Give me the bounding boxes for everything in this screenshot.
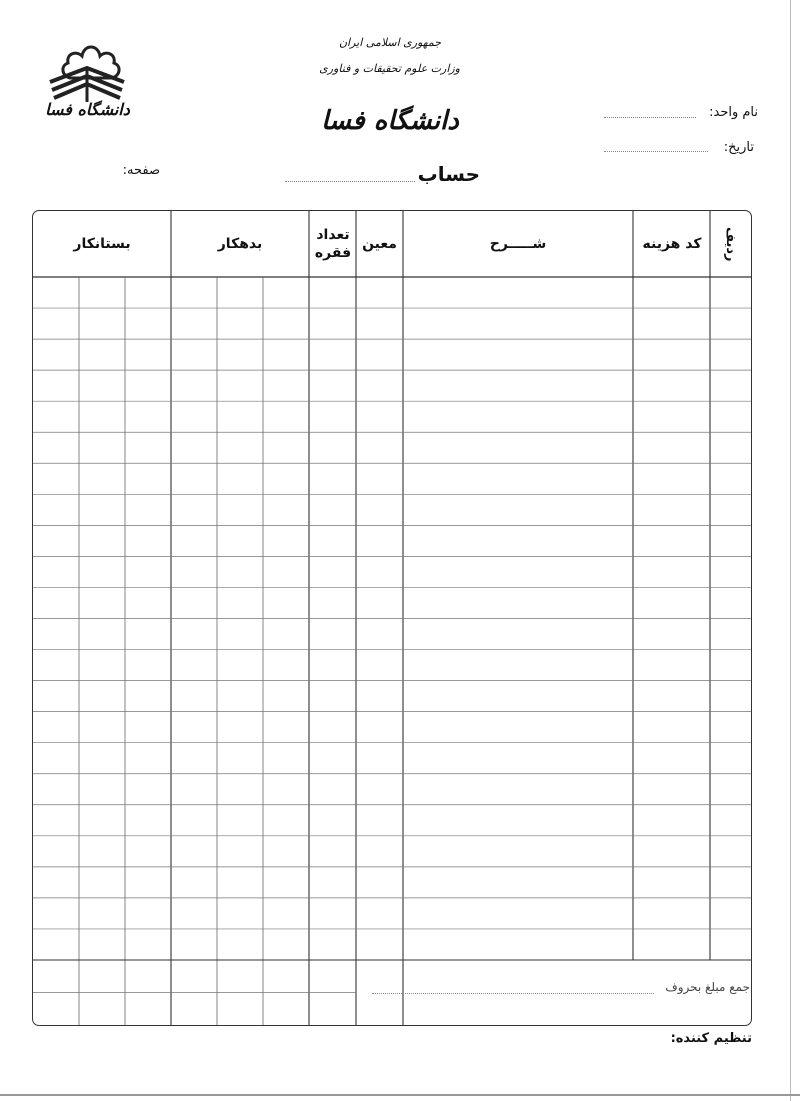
sum-in-words-field[interactable] <box>372 993 654 994</box>
unit-name-label: نام واحد: <box>709 105 758 120</box>
university-name: دانشگاه فسا <box>321 106 459 136</box>
logo-text: دانشگاه فسا <box>45 100 130 119</box>
col-header-debtor: بدهکار <box>217 236 263 252</box>
country-name: جمهوری اسلامی ایران <box>338 36 442 49</box>
page-label: صفحه: <box>122 163 160 178</box>
ministry-name: وزارت علوم تحقیقات و فناوری <box>319 62 460 75</box>
col-header-description: شـــــرح <box>489 236 547 252</box>
col-header-row-number <box>711 211 749 277</box>
col-header-cost-code: کد هزینه <box>642 236 702 252</box>
sum-in-words-label: جمع مبلغ بحروف <box>665 980 750 994</box>
account-title: حساب <box>417 162 480 186</box>
prepared-by-label: تنظیم کننده: <box>670 1031 752 1046</box>
date-label: تاریخ: <box>723 140 754 155</box>
col-header-subsidiary: معین <box>362 236 397 252</box>
col-header-row-number-label: ردیف <box>723 226 738 262</box>
col-header-creditor: بستانکار <box>73 236 131 252</box>
col-header-item-count: تعداد فقره <box>314 227 352 261</box>
